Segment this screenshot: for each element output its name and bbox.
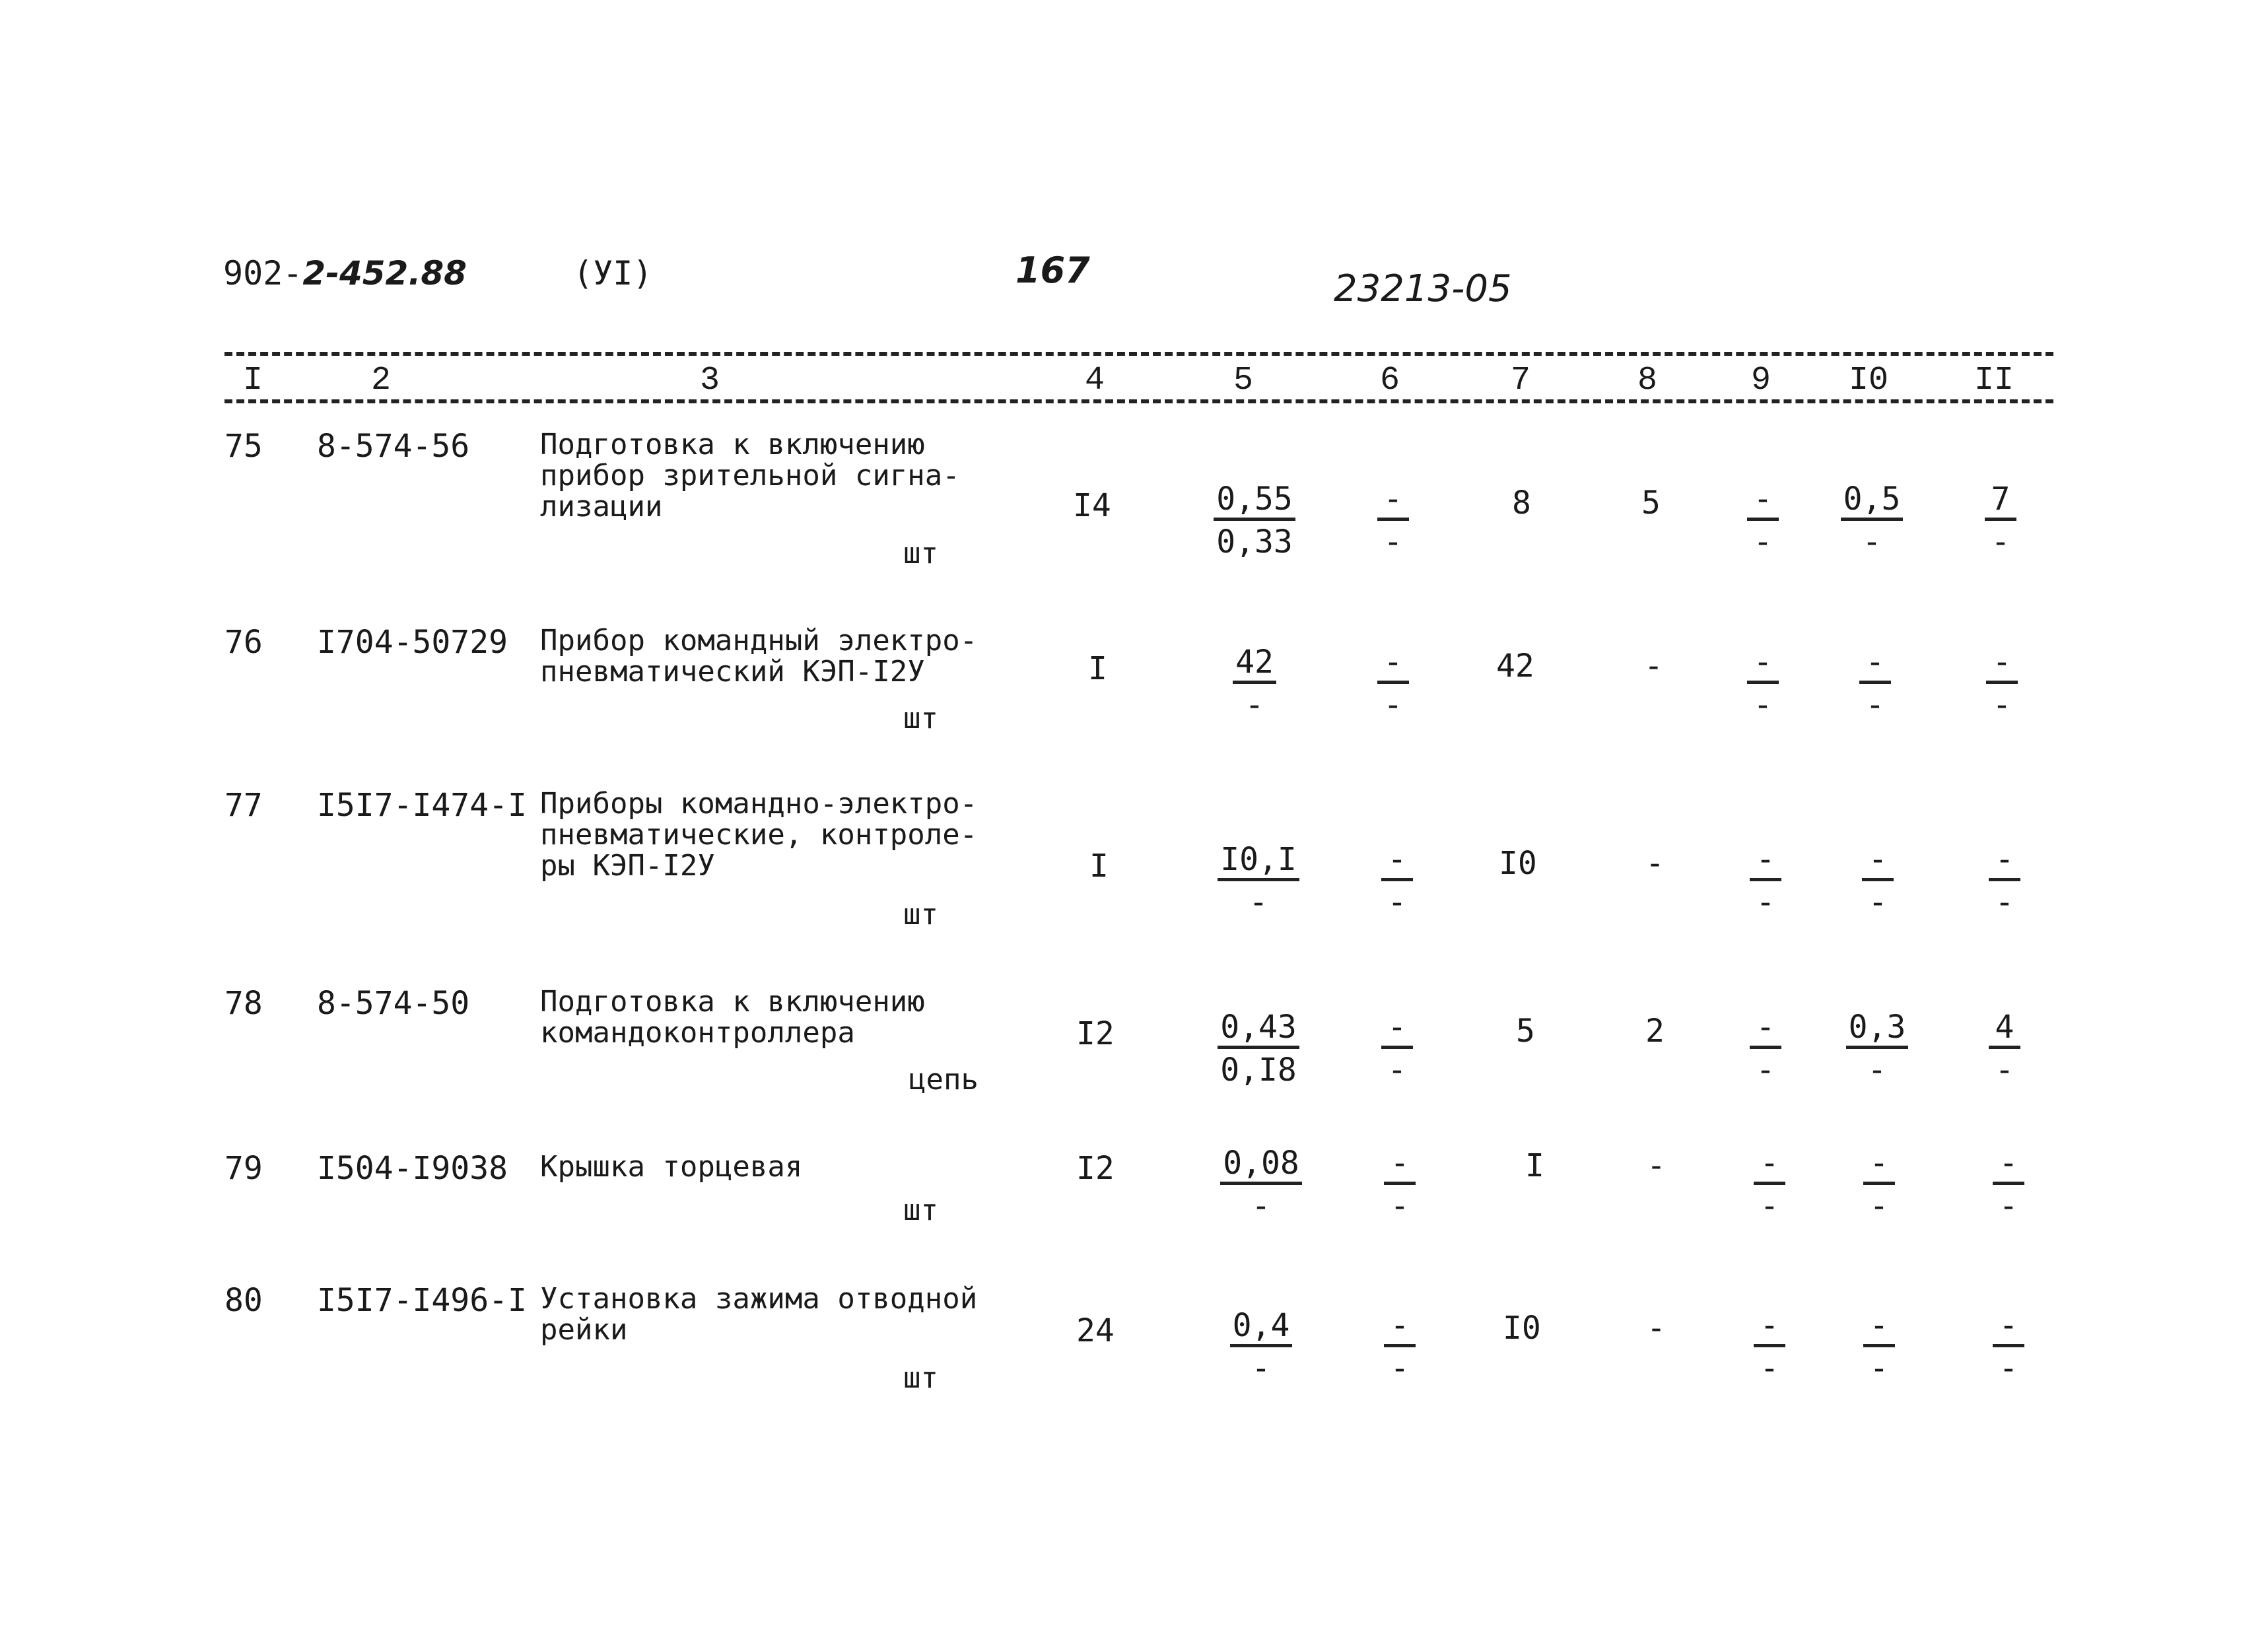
column-11-top: - [1993,1145,2024,1185]
quantity: I [1088,650,1107,687]
column-11-top: 7 [1985,481,2016,521]
column-5-top: 0,55 [1214,481,1295,521]
column-9-value [1736,1145,1803,1227]
column-number-5: 5 [1233,362,1254,399]
document-code-handwritten: 2-452.88 [302,254,467,292]
column-10-bottom: - [1865,687,1885,723]
column-9-top: - [1750,841,1781,881]
column-8-value: 5 [1641,485,1661,521]
column-5-bottom: - [1251,1188,1271,1225]
item-description: Подготовка к включению командоконтроллера [540,985,925,1050]
column-5-top: 0,43 [1218,1009,1299,1049]
column-5-value [1208,1145,1314,1227]
column-11-value [1972,1009,2038,1091]
quantity: I4 [1073,487,1111,524]
column-9-top: - [1747,481,1779,521]
column-6-bottom: - [1390,1350,1410,1387]
column-number-7: 7 [1511,362,1531,399]
column-10-bottom: - [1867,1052,1887,1089]
section-label: (УI) [573,254,653,292]
column-6-bottom: - [1383,523,1403,560]
column-number-3: 3 [700,362,720,399]
column-7-value: I0 [1499,845,1537,882]
row-number: 77 [224,787,263,824]
column-9-value [1730,644,1796,726]
column-9-top: - [1754,1307,1785,1347]
column-11-value [1976,1145,2042,1227]
column-11-top: - [1986,644,2018,684]
unit: шт [903,537,938,570]
column-number-1: I [243,362,263,399]
column-number-6: 6 [1380,362,1400,399]
column-9-bottom: - [1756,884,1775,921]
column-6-top: - [1381,1009,1413,1049]
unit: шт [903,702,938,735]
column-6-value [1364,841,1430,924]
column-7-value: 5 [1516,1013,1535,1050]
column-10-top: - [1859,644,1891,684]
unit: шт [903,1361,938,1395]
column-11-value [1972,841,2038,924]
column-11-bottom: - [1999,1188,2018,1225]
column-9-bottom: - [1753,523,1773,560]
item-code: I5I7-I474-I [317,787,527,824]
unit: шт [903,898,938,931]
column-6-top: - [1384,1307,1416,1347]
column-6-value [1360,481,1426,563]
column-number-9: 9 [1751,362,1771,399]
column-5-bottom: - [1249,884,1268,921]
column-9-top: - [1754,1145,1785,1185]
column-6-value [1367,1307,1433,1390]
column-6-top: - [1381,841,1413,881]
column-number-8: 8 [1637,362,1658,399]
column-9-bottom: - [1760,1350,1779,1387]
column-10-value [1846,1307,1912,1390]
item-code: I504-I9038 [317,1150,508,1187]
column-9-bottom: - [1756,1052,1775,1089]
column-11-bottom: - [1992,687,2012,723]
column-5-top: I0,I [1218,841,1299,881]
column-9-top: - [1747,644,1779,684]
column-11-bottom: - [1991,523,2010,560]
column-10-top: 0,3 [1846,1009,1909,1049]
column-6-top: - [1384,1145,1416,1185]
column-7-value: 8 [1512,485,1531,521]
column-10-top: 0,5 [1841,481,1904,521]
column-6-value [1360,644,1426,726]
column-number-4: 4 [1085,362,1105,399]
column-6-bottom: - [1390,1188,1410,1225]
column-10-value [1846,1145,1912,1227]
table-header-top-rule [224,352,2053,356]
unit: шт [903,1193,938,1227]
column-6-top: - [1377,481,1409,521]
column-6-value [1367,1145,1433,1227]
table-header-bottom-rule [224,399,2053,403]
column-11-bottom: - [1995,884,2014,921]
column-6-top: - [1377,644,1409,684]
column-10-value [1836,481,1908,563]
column-10-top: - [1863,1145,1895,1185]
column-9-value [1733,1009,1799,1091]
column-10-bottom: - [1868,884,1888,921]
column-11-top: - [1989,841,2020,881]
item-description: Подготовка к включению прибор зрительной сигна- лизации [540,428,960,523]
column-5-bottom: - [1245,687,1264,723]
column-5-value [1206,841,1311,924]
page-number: 167 [1015,250,1090,291]
column-6-value [1364,1009,1430,1091]
column-9-bottom: - [1753,687,1773,723]
column-5-value [1206,1009,1311,1091]
document-code [223,254,467,292]
register-number: 23213-05 [1334,267,1512,310]
item-description: Приборы командно-электро- пневматические, контроле- ры КЭП-I2У [540,787,978,883]
quantity: I2 [1076,1150,1115,1187]
quantity: 24 [1076,1312,1115,1349]
column-number-11: II [1974,362,2014,399]
column-9-bottom: - [1760,1188,1779,1225]
item-code: I704-50729 [317,624,508,661]
column-5-top: 0,08 [1220,1145,1302,1185]
column-11-value [1969,644,2035,726]
row-number: 79 [224,1150,263,1187]
column-10-top: - [1862,841,1894,881]
column-6-bottom: - [1387,884,1407,921]
column-5-value [1208,1307,1314,1390]
column-7-value: I0 [1503,1310,1541,1347]
column-11-value [1976,1307,2042,1390]
column-10-value [1845,841,1911,924]
column-8-value: 2 [1645,1013,1665,1050]
item-description: Установка зажима отводной рейки [540,1282,978,1347]
column-5-value [1202,644,1307,726]
column-11-bottom: - [1995,1052,2014,1089]
column-5-bottom: 0,I8 [1220,1052,1297,1089]
column-8-value: - [1644,648,1663,685]
column-10-value [1842,644,1908,726]
quantity: I2 [1076,1015,1115,1052]
column-10-bottom: - [1862,523,1882,560]
item-description: Крышка торцевая [540,1150,803,1184]
quantity: I [1089,848,1109,885]
column-8-value: - [1645,845,1665,882]
column-5-value [1202,481,1307,563]
column-6-bottom: - [1387,1052,1407,1089]
item-code: I5I7-I496-I [317,1282,527,1319]
column-5-top: 42 [1233,644,1276,684]
column-9-value [1736,1307,1803,1390]
column-11-top: 4 [1989,1009,2020,1049]
column-9-value [1730,481,1796,563]
item-description: Прибор командный электро- пневматический КЭП-I2У [540,624,978,689]
column-number-10: I0 [1849,362,1889,399]
column-10-top: - [1863,1307,1895,1347]
column-number-2: 2 [371,362,392,399]
row-number: 80 [224,1282,263,1319]
column-8-value: - [1647,1310,1666,1347]
column-11-bottom: - [1999,1350,2018,1387]
column-5-bottom: - [1251,1350,1271,1387]
unit: цепь [909,1063,979,1096]
row-number: 78 [224,985,263,1022]
column-11-top: - [1993,1307,2024,1347]
item-code: 8-574-56 [317,428,470,465]
column-9-value [1733,841,1799,924]
column-5-top: 0,4 [1230,1307,1293,1347]
row-number: 75 [224,428,263,465]
column-8-value: - [1647,1147,1666,1184]
column-10-bottom: - [1869,1188,1889,1225]
column-9-top: - [1750,1009,1781,1049]
column-7-value: 42 [1496,648,1534,685]
document-code-prefix: 902- [223,254,303,292]
column-5-bottom: 0,33 [1216,523,1293,560]
column-10-bottom: - [1869,1350,1889,1387]
item-code: 8-574-50 [317,985,470,1022]
column-10-value [1841,1009,1913,1091]
row-number: 76 [224,624,263,661]
column-11-value [1968,481,2034,563]
column-6-bottom: - [1383,687,1403,723]
column-7-value: I [1525,1147,1544,1184]
